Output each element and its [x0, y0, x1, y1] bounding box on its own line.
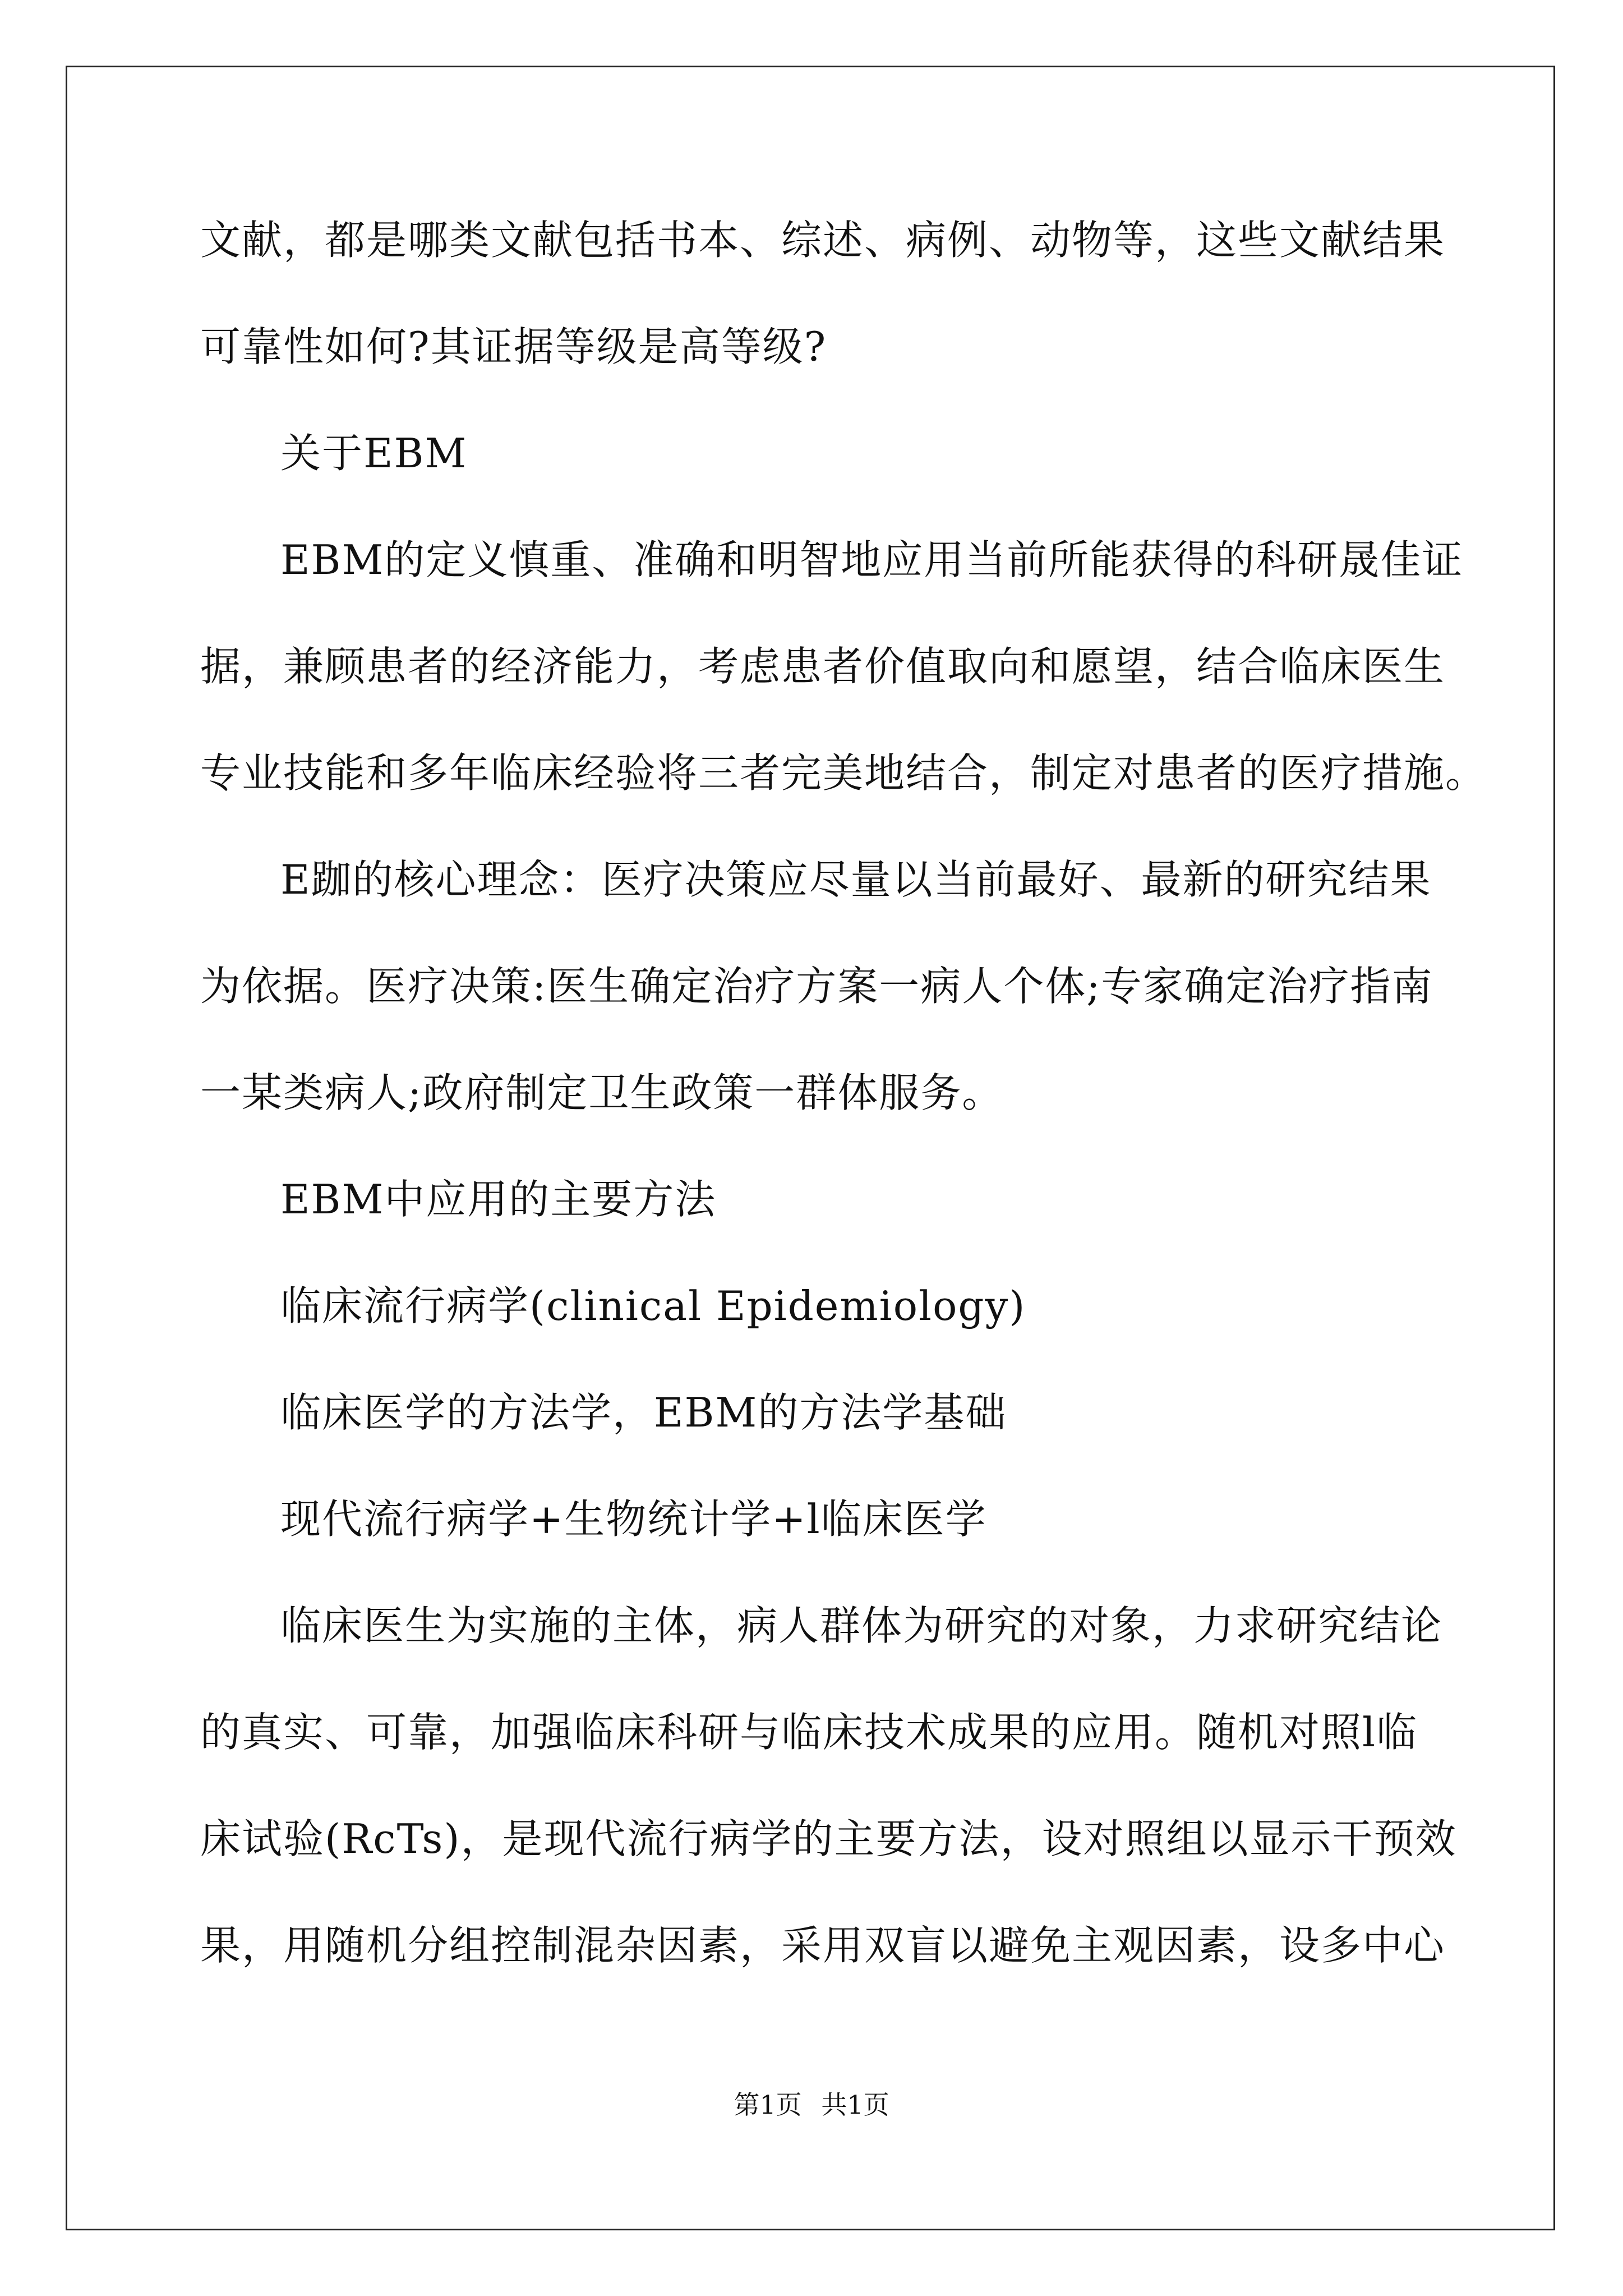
document-body — [200, 213, 1487, 1972]
section-heading: 关于EBM — [280, 430, 468, 477]
text-line: EBM的定义慎重、准确和明智地应用当前所能获得的科研晟佳证 — [280, 536, 1464, 583]
text-line: 文献，都是哪类文献包括书本、综述、病例、动物等，这些文献结果 — [200, 217, 1446, 264]
text-line: 可靠性如何?其证据等级是高等级? — [200, 323, 827, 370]
text-line: 为依据。医疗决策:医生确定治疗方案一病人个体;专家确定治疗指南 — [200, 963, 1433, 1010]
section-heading: EBM中应用的主要方法 — [280, 1176, 717, 1223]
text-line: E跏的核心理念：医疗决策应尽量以当前最好、最新的研究结果 — [280, 856, 1432, 903]
text-line: 的真实、可靠，加强临床科研与临床技术成果的应用。随机对照l临 — [200, 1709, 1418, 1756]
text-line: 床试验(RcTs)，是现代流行病学的主要方法，设对照组以显示干预效 — [200, 1815, 1457, 1862]
page-number: 第1页 — [734, 2090, 802, 2120]
text-line: 临床流行病学(clinical Epidemiology) — [280, 1282, 1026, 1329]
page-footer — [0, 2088, 1623, 2122]
text-line: 现代流行病学+生物统计学+l临床医学 — [280, 1496, 987, 1543]
text-line: 临床医学的方法学，EBM的方法学基础 — [280, 1389, 1007, 1436]
text-line: 专业技能和多年临床经验将三者完美地结合，制定对患者的医疗措施。 — [200, 749, 1487, 797]
text-line: 临床医生为实施的主体，病人群体为研究的对象，力求研究结论 — [280, 1602, 1443, 1649]
page-total: 共1页 — [821, 2090, 889, 2120]
text-line: 一某类病人;政府制定卫生政策一群体服务。 — [200, 1069, 1004, 1116]
text-line: 果，用随机分组控制混杂因素，采用双盲以避免主观因素，设多中心 — [200, 1922, 1446, 1969]
text-line: 据，兼顾患者的经济能力，考虑患者价值取向和愿望，结合临床医生 — [200, 643, 1446, 690]
